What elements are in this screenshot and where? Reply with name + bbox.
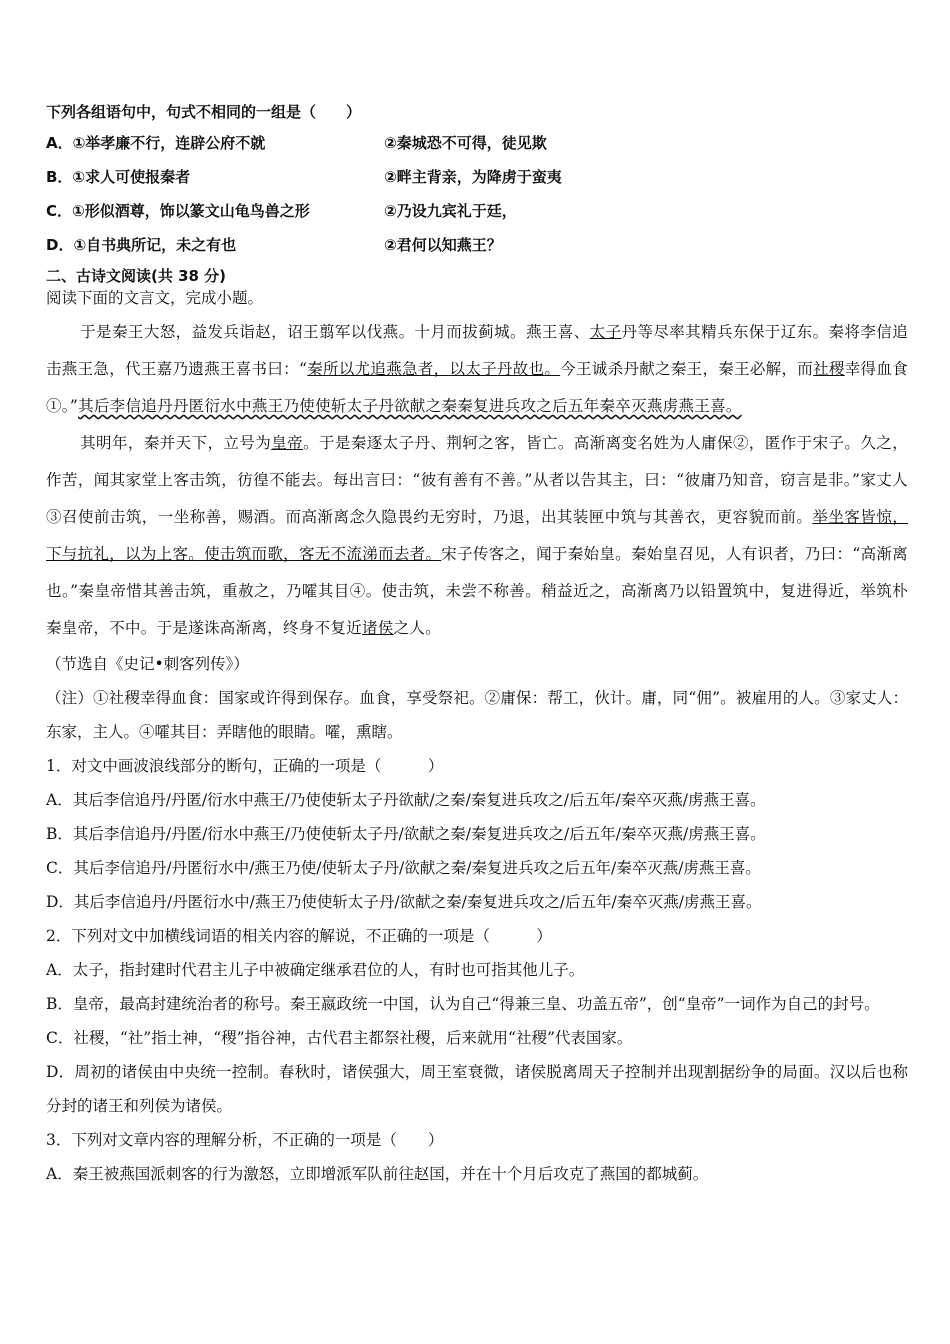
passage-notes: （注）①社稷幸得血食：国家或许得到保存。血食，享受祭祀。②庸保：帮工，伙计。庸，同“佣”。被雇用的人。③家丈人：东家，主人。④嚯其目：弄瞎他的眼睛。嚯，熏瞎。 bbox=[46, 689, 908, 741]
question-2-option-b: B．皇帝，最高封建统治者的称号。秦王嬴政统一中国，认为自己“得兼三皇、功盖五帝”，创“皇帝”一词作为自己的封号。 bbox=[46, 995, 880, 1013]
passage-text: 。于是秦逐太子丹、荆轲之客，皆亡。高渐离变名姓为人庸保②，匿作于宋子。久之，作苦，闻其家堂上客击筑，彷徨不能去。每出言曰：“彼有善有不善。”从者以告其主，曰：“彼庸乃知音，窃言是非。”家丈人③召使前击筑，一坐称善，赐酒。而高渐离念久隐畏约无穷时，乃退，出其装匣中筑与其善衣，更容貌而前。 bbox=[46, 434, 909, 526]
mcq-option-a2: ②秦城恐不可得，徒见欺 bbox=[384, 134, 547, 152]
question-2-option-a: A．太子，指封建时代君主儿子中被确定继承君位的人，有时也可指其他儿子。 bbox=[46, 961, 585, 979]
mcq-option-row bbox=[46, 160, 908, 194]
mcq-option-c1: C．①形似酒尊，饰以篆文山龟鸟兽之形 bbox=[46, 202, 310, 220]
mcq-option-row bbox=[46, 194, 908, 228]
passage-text: 之人。 bbox=[393, 619, 442, 637]
underlined-term-huangdi: 皇帝 bbox=[271, 434, 304, 452]
mcq-option-b2: ②畔主背亲，为降虏于蛮夷 bbox=[384, 168, 562, 186]
question-2-option-d: D．周初的诸侯由中央统一控制。春秋时，诸侯强大，周王室衰微，诸侯脱离周天子控制并出现割据纷争的局面。汉以后也称分封的诸王和列侯为诸侯。 bbox=[46, 1063, 908, 1115]
mcq-option-d2: ②君何以知燕王？ bbox=[384, 236, 502, 254]
question-2-stem: 2．下列对文中加横线词语的相关内容的解说，不正确的一项是（ ） bbox=[46, 927, 552, 945]
passage-text: 宋子传客之，闻于秦始皇。秦始皇召见，人有识者，乃曰：“高渐离也。”秦皇帝惜其善击筑，重赦之，乃嚯其目④。使击筑，未尝不称善。稍益近之，高渐离乃以铅置筑中，复进得近，举筑朴秦皇帝，不中。于是遂诛高渐离，终身不复近 bbox=[46, 545, 908, 637]
question-3-option-a: A．秦王被燕国派刺客的行为激怒，立即增派军队前往赵国，并在十个月后攻克了燕国的都城蓟。 bbox=[46, 1165, 709, 1183]
passage-text: 幸得血食①。” bbox=[46, 360, 908, 415]
underlined-sentence: 秦所以尤追燕急者，以太子丹故也。 bbox=[307, 360, 561, 378]
mcq-stem: 下列各组语句中，句式不相同的一组是（ ） bbox=[46, 103, 362, 121]
underlined-term-zhuhou: 诸侯 bbox=[362, 619, 394, 637]
exam-page bbox=[46, 98, 908, 1191]
wavy-underlined-sentence: 其后李信追丹丹匿衍水中燕王乃使使斩太子丹欲献之秦秦复进兵攻之后五年秦卒灭燕虏燕王喜。 bbox=[78, 397, 742, 415]
mcq-option-d1: D．①自书典所记，未之有也 bbox=[46, 236, 237, 254]
passage-text: 其明年，秦并天下，立号为 bbox=[80, 434, 272, 452]
passage-text: 丹等尽率其精兵东保于辽东。秦将李信追击燕王急，代王嘉乃遗燕王喜书曰：“ bbox=[46, 323, 909, 378]
question-1-option-a: A．其后李信追丹/丹匿/衍水中燕王/乃使使斩太子丹欲献/之秦/秦复进兵攻之/后五年/秦卒灭燕/虏燕王喜。 bbox=[46, 791, 766, 809]
underlined-term-sheji: 社稷 bbox=[813, 360, 845, 378]
section-intro: 阅读下面的文言文，完成小题。 bbox=[46, 289, 264, 307]
passage-text: 于是秦王大怒，益发兵诣赵，诏王翦军以伐燕。十月而拔蓟城。燕王喜、 bbox=[80, 323, 590, 341]
question-1-option-c: C．其后李信追丹/丹匿衍水中/燕王乃使/使斩太子丹/欲献之秦/秦复进兵攻之后五年/秦卒灭燕/虏燕王喜。 bbox=[46, 859, 761, 877]
passage-text: 今王诚杀丹献之秦王，秦王必解，而 bbox=[560, 360, 814, 378]
question-1-stem: 1．对文中画波浪线部分的断句，正确的一项是（ ） bbox=[46, 757, 444, 775]
mcq-option-c2: ②乃设九宾礼于廷， bbox=[384, 202, 517, 220]
mcq-option-row bbox=[46, 228, 908, 262]
section-title: 二、古诗文阅读(共 38 分) bbox=[46, 267, 227, 285]
passage-paragraph-2 bbox=[46, 425, 908, 647]
mcq-option-row bbox=[46, 126, 908, 160]
question-2-option-c: C．社稷，“社”指土神，“稷”指谷神，古代君主都祭社稷，后来就用“社稷”代表国家。 bbox=[46, 1029, 633, 1047]
mcq-option-b1: B．①求人可使报秦者 bbox=[46, 168, 191, 186]
passage-source: （节选自《史记•刺客列传》） bbox=[46, 655, 249, 673]
question-3-stem: 3．下列对文章内容的理解分析，不正确的一项是（ ） bbox=[46, 1131, 444, 1149]
question-1-option-d: D．其后李信追丹/丹匿衍水中/燕王乃使使斩太子丹/欲献之秦/秦复进兵攻之/后五年/秦卒灭燕/虏燕王喜。 bbox=[46, 893, 762, 911]
passage-paragraph-1 bbox=[46, 314, 908, 425]
underlined-term-taizi: 太子 bbox=[589, 323, 622, 341]
mcq-option-a1: A．①举孝廉不行，连辟公府不就 bbox=[46, 134, 266, 152]
question-1-option-b: B．其后李信追丹/丹匿/衍水中燕王/乃使使斩太子丹/欲献之秦/秦复进兵攻之/后五年/秦卒灭燕/虏燕王喜。 bbox=[46, 825, 766, 843]
underlined-sentence: 举坐客皆惊，下与抗礼，以为上客。使击筑而歌，客无不流涕而去者。 bbox=[46, 508, 908, 563]
